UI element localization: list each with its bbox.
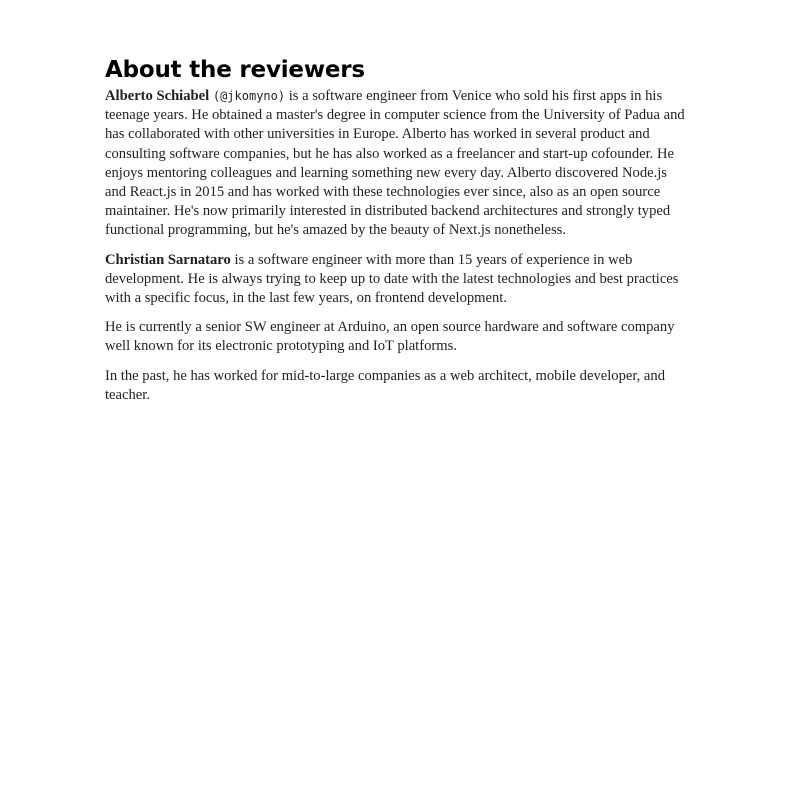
- reviewer-name: Christian Sarnataro: [105, 251, 231, 268]
- reviewer-name: Alberto Schiabel: [105, 88, 210, 104]
- reviewer-extra-paragraph: He is currently a senior SW engineer at Arduino, an open source hardware and software company well known for its electronic prototyping and IoT platforms.: [105, 319, 675, 355]
- page-title: About the reviewers: [105, 57, 365, 83]
- reviewer-bio-paragraph: [105, 87, 685, 241]
- reviewer-handle: (@jkomyno): [212, 89, 286, 103]
- page-content: [105, 55, 685, 415]
- reviewer-bio-paragraph: [105, 251, 685, 309]
- reviewer-extra-paragraph: In the past, he has worked for mid-to-large companies as a web architect, mobile developer, and teacher.: [105, 367, 665, 403]
- reviewer-bio-text: is a software engineer from Venice who sold his first apps in his teenage years. He obtained a master's degree in computer science from the University of Padua and has collaborated with other universities in Europe. Alberto has worked in several product and consulting software companies, but he has also worked as a freelancer and start-up cofounder. He enjoys mentoring colleagues and learning something new every day. Alberto discovered Node.js and React.js in 2015 and has worked with these technologies ever since, also as an open source maintainer. He's now primarily interested in distributed backend architectures and strongly typed functional programming, but he's amazed by the beauty of Next.js nonetheless.: [105, 88, 685, 239]
- reviewer-bio-text: is a software engineer with more than 15 years of experience in web development. He is always trying to keep up to date with the latest technologies and best practices with a specific focus, in the last few years, on frontend development.: [105, 251, 679, 307]
